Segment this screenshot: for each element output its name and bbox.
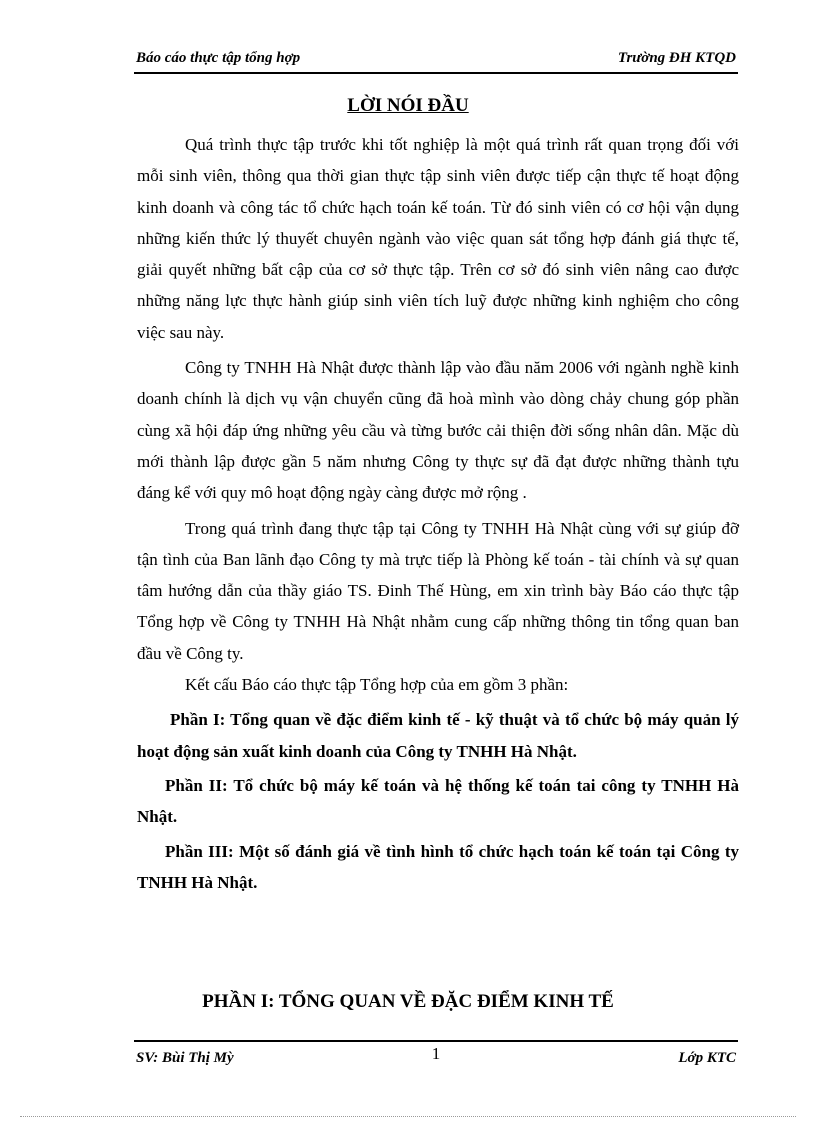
- header-university: Trường ĐH KTQD: [617, 50, 736, 66]
- part-1-description: Phần I: Tổng quan về đặc điểm kinh tế - kỹ thuật và tổ chức bộ máy quản lý hoạt động sản xuất kinh doanh của Công ty TNHH Hà Nhật.: [137, 710, 739, 761]
- page-header: [134, 46, 738, 74]
- intro-paragraph-1: Quá trình thực tập trước khi tốt nghiệp là một quá trình rất quan trọng đối với mỗi sinh viên, thông qua thời gian thực tập sinh viên được tiếp cận thực tế hoạt động kinh doanh và công tác tổ chức hạch toán kế toán. Từ đó sinh viên có cơ hội vận dụng những kiến thức lý thuyết chuyên ngành vào việc quan sát tổng hợp đánh giá thực tế, giải quyết những bất cập của cơ sở thực tập. Trên cơ sở đó sinh viên nâng cao được những năng lực thực hành giúp sinh viên tích luỹ được những kinh nghiệm cho công việc sau này.: [137, 135, 739, 342]
- document-body: [137, 129, 739, 901]
- header-report-title: Báo cáo thực tập tổng hợp: [136, 50, 301, 66]
- page-number: 1: [431, 1044, 441, 1063]
- page-bottom-divider: [20, 1116, 796, 1117]
- section-heading: PHẦN I: TỔNG QUAN VỀ ĐẶC ĐIỂM KINH TẾ: [202, 991, 614, 1012]
- footer-student-name: SV: Bùi Thị Mỳ: [136, 1050, 234, 1066]
- intro-paragraph-3: Trong quá trình đang thực tập tại Công ty TNHH Hà Nhật cùng với sự giúp đỡ tận tình của Ban lãnh đạo Công ty mà trực tiếp là Phòng kế toán - tài chính và sự quan tâm hướng dẫn của thầy giáo TS. Đinh Thế Hùng, em xin trình bày Báo cáo thực tập Tổng hợp về Công ty TNHH Hà Nhật nhằm cung cấp những thông tin tổng quan ban đầu về Công ty.: [137, 518, 739, 663]
- page-title: LỜI NÓI ĐẦU: [347, 95, 469, 116]
- part-2-description: Phần II: Tổ chức bộ máy kế toán và hệ thống kế toán tai công ty TNHH Hà Nhật.: [137, 775, 739, 827]
- page-footer: [134, 1040, 738, 1072]
- intro-paragraph-2: Công ty TNHH Hà Nhật được thành lập vào đầu năm 2006 với ngành nghề kinh doanh chính là dịch vụ vận chuyển cũng đã hoà mình vào dòng chảy chung góp phần cùng xã hội đáp ứng những yêu cầu và từng bước cải thiện đời sống nhân dân. Mặc dù mới thành lập được gần 5 năm nhưng Công ty thực sự đã đạt được những thành tựu đáng kể với quy mô hoạt động ngày càng được mở rộng .: [137, 358, 739, 503]
- part-3-description: Phần III: Một số đánh giá về tình hình tổ chức hạch toán kế toán tại Công ty TNHH Hà Nhật.: [137, 841, 739, 892]
- structure-intro: Kết cấu Báo cáo thực tập Tổng hợp của em gồm 3 phần:: [185, 675, 569, 695]
- footer-class: Lớp KTC: [678, 1050, 736, 1066]
